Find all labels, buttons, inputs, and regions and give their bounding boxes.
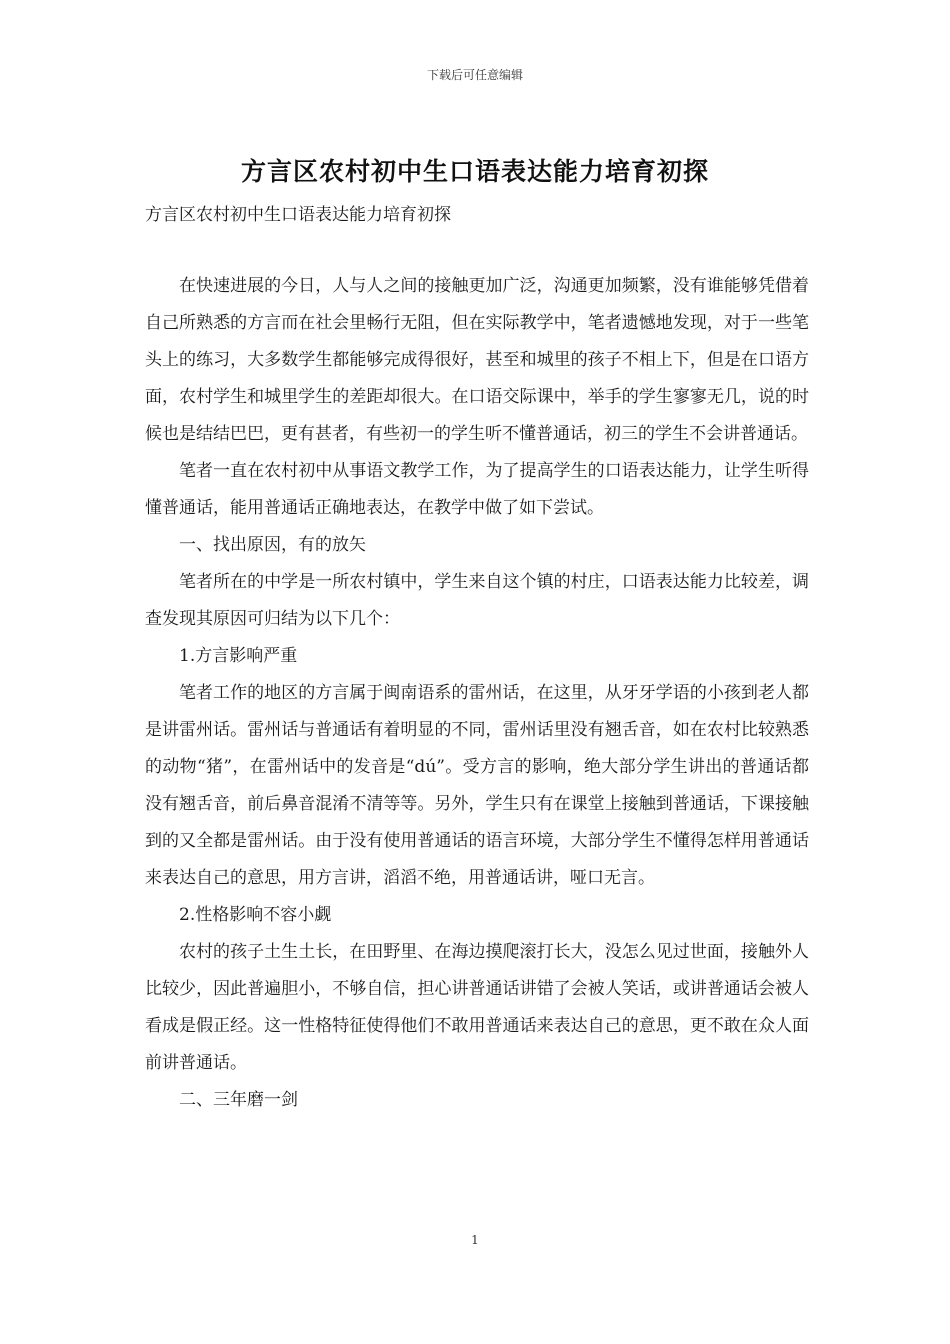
body-paragraph: 笔者一直在农村初中从事语文教学工作，为了提高学生的口语表达能力，让学生听得懂普通话，能用普通话正确地表达，在教学中做了如下尝试。 — [145, 461, 809, 518]
subsection-heading: 1.方言影响严重 — [179, 646, 298, 666]
section-heading: 一、找出原因，有的放矢 — [179, 535, 366, 555]
document-title: 方言区农村初中生口语表达能力培育初探 — [240, 157, 709, 186]
page-header-note: 下载后可任意编辑 — [426, 68, 523, 82]
subsection-heading: 2.性格影响不容小觑 — [179, 905, 332, 925]
document-body — [145, 268, 809, 1119]
document-subtitle: 方言区农村初中生口语表达能力培育初探 — [145, 205, 451, 225]
section-heading: 二、三年磨一剑 — [179, 1090, 298, 1110]
page-number: 1 — [471, 1233, 479, 1247]
body-paragraph: 笔者工作的地区的方言属于闽南语系的雷州话，在这里，从牙牙学语的小孩到老人都是讲雷州话。雷州话与普通话有着明显的不同，雷州话里没有翘舌音，如在农村比较熟悉的动物“猪”，在雷州话中的发音是“dú”。受方言的影响，绝大部分学生讲出的普通话都没有翘舌音，前后鼻音混淆不清等等。另外，学生只有在课堂上接触到普通话，下课接触到的又全都是雷州话。由于没有使用普通话的语言环境，大部分学生不懂得怎样用普通话来表达自己的意思，用方言讲，滔滔不绝，用普通话讲，哑口无言。 — [145, 683, 809, 888]
body-paragraph: 在快速进展的今日，人与人之间的接触更加广泛，沟通更加频繁，没有谁能够凭借着自己所熟悉的方言而在社会里畅行无阻，但在实际教学中，笔者遗憾地发现，对于一些笔头上的练习，大多数学生都能够完成得很好，甚至和城里的孩子不相上下，但是在口语方面，农村学生和城里学生的差距却很大。在口语交际课中，举手的学生寥寥无几，说的时候也是结结巴巴，更有甚者，有些初一的学生听不懂普通话，初三的学生不会讲普通话。 — [145, 276, 809, 444]
body-paragraph: 笔者所在的中学是一所农村镇中，学生来自这个镇的村庄，口语表达能力比较差，调查发现其原因可归结为以下几个： — [145, 572, 809, 629]
body-paragraph: 农村的孩子土生土长，在田野里、在海边摸爬滚打长大，没怎么见过世面，接触外人比较少，因此普遍胆小，不够自信，担心讲普通话讲错了会被人笑话，或讲普通话会被人看成是假正经。这一性格特征使得他们不敢用普通话来表达自己的意思，更不敢在众人面前讲普通话。 — [145, 942, 809, 1073]
